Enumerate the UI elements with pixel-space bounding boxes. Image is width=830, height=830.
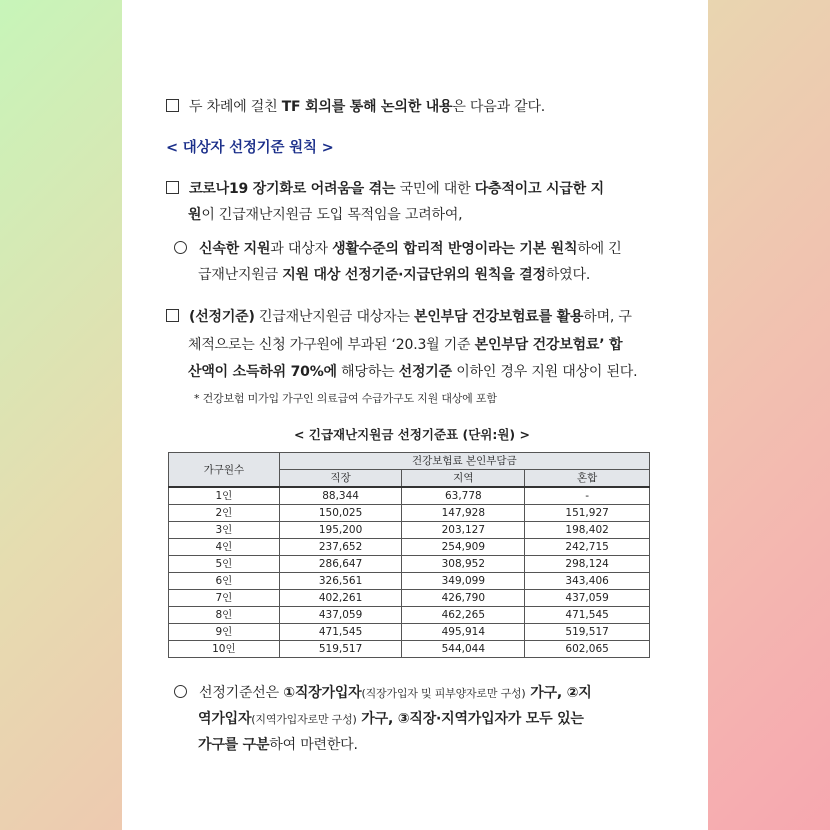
cell-size: 2인: [169, 505, 280, 522]
p4-bold-2: 가구, ②지: [525, 685, 592, 701]
p2-text-3: 급재난지원금: [198, 267, 283, 283]
cell-region: 254,909: [402, 539, 525, 556]
paragraph-1-line-2: [188, 204, 462, 224]
table-row: [169, 487, 650, 505]
cell-mixed: 437,059: [525, 590, 650, 607]
p2-bold-2: 생활수준의 합리적 반영이라는 기본 원칙: [332, 241, 578, 257]
p2-bold-1: 신속한 지원: [199, 241, 271, 257]
p3-text-5: 이하인 경우 지원 대상이 된다.: [451, 364, 638, 380]
p3-bold-1: (선정기준): [189, 309, 255, 325]
cell-region: 462,265: [402, 607, 525, 624]
paragraph-3-line-3: [188, 361, 637, 381]
cell-workplace: 519,517: [279, 641, 402, 658]
p3-bold-5: 선정기준: [398, 364, 452, 380]
p2-text-1: 과 대상자: [270, 241, 333, 257]
cell-mixed: 198,402: [525, 522, 650, 539]
paragraph-2-line-1: [174, 238, 622, 258]
table-caption: < 긴급재난지원금 선정기준표 (단위:원) >: [294, 427, 530, 442]
section-title: < 대상자 선정기준 원칙 >: [166, 140, 334, 156]
cell-workplace: 237,652: [279, 539, 402, 556]
paragraph-4-line-2: [198, 708, 584, 728]
cell-mixed: -: [525, 487, 650, 505]
p2-text-2: 하에 긴: [577, 241, 622, 257]
footnote: * 건강보험 미가입 가구인 의료급여 수급가구도 지원 대상에 포함: [194, 392, 497, 405]
cell-workplace: 286,647: [279, 556, 402, 573]
cell-workplace: 195,200: [279, 522, 402, 539]
intro-paragraph: [166, 96, 545, 116]
cell-region: 308,952: [402, 556, 525, 573]
circle-bullet-icon: [174, 241, 187, 254]
p1-bold-2: 다층적이고 시급한 지: [474, 181, 604, 197]
document-page: [122, 0, 708, 830]
table-row: [169, 624, 650, 641]
cell-workplace: 150,025: [279, 505, 402, 522]
header-workplace: 직장: [279, 470, 402, 488]
p4-bold-5: 가구를 구분: [198, 737, 270, 753]
paragraph-3-line-2: [188, 334, 622, 354]
table-row: [169, 607, 650, 624]
cell-region: 426,790: [402, 590, 525, 607]
paragraph-4-line-1: [174, 682, 592, 702]
p4-text-1: 선정기준선은: [199, 685, 284, 701]
table-row: [169, 641, 650, 658]
cell-workplace: 437,059: [279, 607, 402, 624]
cell-region: 203,127: [402, 522, 525, 539]
cell-mixed: 343,406: [525, 573, 650, 590]
p3-text-4: 해당하는: [336, 364, 399, 380]
p3-bold-3: 본인부담 건강보험료’ 합: [474, 337, 623, 353]
selection-criteria-table: [168, 452, 650, 658]
p1-text-1: 국민에 대한: [395, 181, 475, 197]
table-row: [169, 505, 650, 522]
p1-bold-1: 코로나19 장기화로 어려움을 겪는: [189, 181, 396, 197]
square-bullet-icon: [166, 181, 179, 194]
cell-mixed: 602,065: [525, 641, 650, 658]
table-row: [169, 556, 650, 573]
cell-mixed: 151,927: [525, 505, 650, 522]
cell-workplace: 88,344: [279, 487, 402, 505]
cell-region: 495,914: [402, 624, 525, 641]
table-row: [169, 573, 650, 590]
table-row: [169, 539, 650, 556]
header-mixed: 혼합: [525, 470, 650, 488]
cell-region: 147,928: [402, 505, 525, 522]
p1-text-2: 이 긴급재난지원금 도입 목적임을 고려하여,: [201, 207, 463, 223]
square-bullet-icon: [166, 99, 179, 112]
cell-mixed: 298,124: [525, 556, 650, 573]
p4-bold-1: ①직장가입자: [283, 685, 362, 701]
cell-region: 544,044: [402, 641, 525, 658]
cell-size: 8인: [169, 607, 280, 624]
paragraph-4-line-3: [198, 734, 358, 754]
paragraph-3-line-1: [166, 306, 632, 326]
p2-text-4: 하였다.: [545, 267, 591, 283]
header-region: 지역: [402, 470, 525, 488]
intro-text-end: 은 다음과 같다.: [452, 99, 546, 115]
p3-bold-2: 본인부담 건강보험료를 활용: [414, 309, 584, 325]
cell-size: 6인: [169, 573, 280, 590]
cell-workplace: 326,561: [279, 573, 402, 590]
cell-region: 349,099: [402, 573, 525, 590]
paragraph-1-line-1: [166, 178, 604, 198]
p3-text-1: 긴급재난지원금 대상자는: [254, 309, 415, 325]
p3-bold-4: 산액이 소득하위 70%에: [188, 364, 337, 380]
intro-bold-text: TF 회의를 통해 논의한 내용: [281, 99, 453, 115]
cell-workplace: 471,545: [279, 624, 402, 641]
paragraph-2-line-2: [198, 264, 590, 284]
p3-text-2: 하며, 구: [583, 309, 632, 325]
cell-size: 10인: [169, 641, 280, 658]
cell-mixed: 519,517: [525, 624, 650, 641]
cell-size: 7인: [169, 590, 280, 607]
square-bullet-icon: [166, 309, 179, 322]
p4-small-1: (직장가입자 및 피부양자로만 구성): [361, 687, 526, 700]
cell-size: 3인: [169, 522, 280, 539]
cell-size: 9인: [169, 624, 280, 641]
cell-size: 5인: [169, 556, 280, 573]
p4-text-2: 하여 마련한다.: [269, 737, 358, 753]
header-household-size: 가구원수: [169, 453, 280, 488]
p2-bold-3: 지원 대상 선정기준·지급단위의 원칙을 결정: [282, 267, 546, 283]
p4-small-2: (지역가입자로만 구성): [251, 713, 357, 726]
cell-workplace: 402,261: [279, 590, 402, 607]
cell-mixed: 242,715: [525, 539, 650, 556]
cell-size: 4인: [169, 539, 280, 556]
cell-region: 63,778: [402, 487, 525, 505]
p4-bold-4: 가구, ③직장·지역가입자가 모두 있는: [356, 711, 584, 727]
p3-text-3: 체적으로는 신청 가구원에 부과된 ‘20.3월 기준: [188, 337, 475, 353]
p4-bold-3: 역가입자: [198, 711, 252, 727]
circle-bullet-icon: [174, 685, 187, 698]
cell-mixed: 471,545: [525, 607, 650, 624]
header-insurance-group: 건강보험료 본인부담금: [279, 453, 649, 470]
table-row: [169, 590, 650, 607]
intro-text: 두 차례에 걸친: [189, 99, 282, 115]
p1-bold-3: 원: [188, 207, 202, 223]
table-row: [169, 522, 650, 539]
cell-size: 1인: [169, 487, 280, 505]
